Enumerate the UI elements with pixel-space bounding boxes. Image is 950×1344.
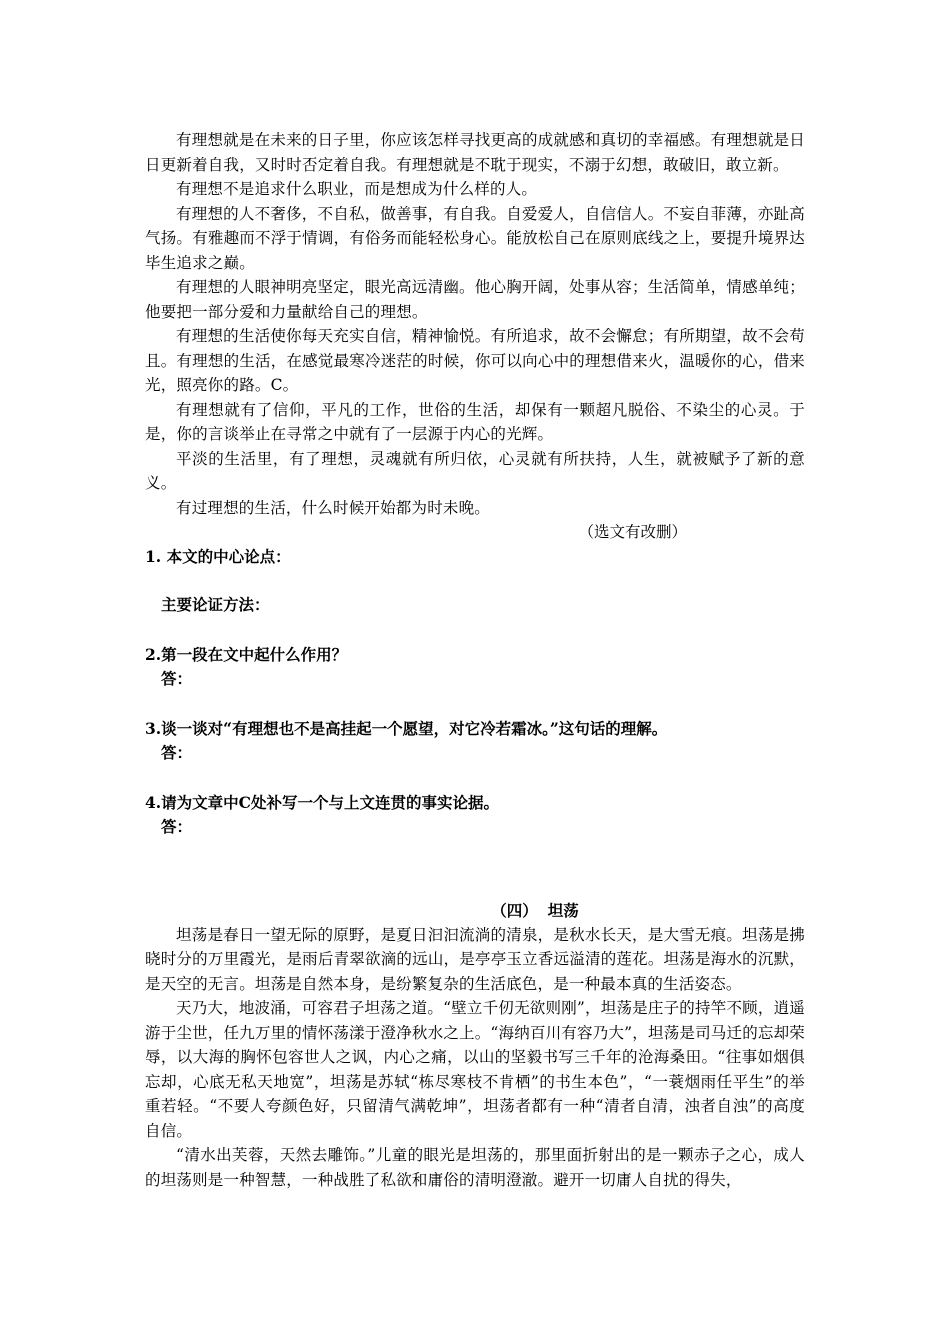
question-1: 1. 本文的中心论点：	[145, 546, 291, 566]
paragraph: 有理想的人眼神明亮坚定，眼光高远清幽。他心胸开阔，处事从容；生活简单，情感单纯；他要把一部分爱和力量献给自己的理想。	[145, 278, 805, 321]
paragraph: 平淡的生活里，有了理想，灵魂就有所归依，心灵就有所扶持，人生，就被赋予了新的意义。	[145, 449, 805, 492]
section-title: 坦荡	[547, 900, 579, 920]
answer-label: 答：	[161, 668, 193, 688]
paragraph: 天乃大，地波涌，可容君子坦荡之道。“壁立千仞无欲则刚”，坦荡是庄子的持竿不顾，逍遥游于尘世，任九万里的情怀荡漾于澄净秋水之上。“海纳百川有容乃大”，坦荡是司马迁的忘却荣辱，以大海的胸怀包容世人之讽，内心之痛，以山的坚毅书写三千年的沧海桑田。“往事如烟俱忘却，心底无私天地宽”，坦荡是苏轼“栋尽寒枝不肯栖”的书生本色”，“一蓑烟雨任平生”的举重若轻。“不要人夸颜色好，只留清气满乾坤”，坦荡者都有一种“清者自清，浊者自浊”的高度自信。	[145, 999, 805, 1140]
paragraph: 有理想就有了信仰，平凡的工作，世俗的生活，却保有一颗超凡脱俗、不染尘的心灵。于是，你的言谈举止在寻常之中就有了一层源于内心的光辉。	[145, 400, 805, 443]
section-number: （四）	[491, 900, 538, 920]
source-note: （选文有改删）	[578, 523, 687, 541]
document-page	[145, 128, 805, 1192]
essay-part2	[145, 899, 805, 1193]
questions-section	[145, 545, 805, 839]
paragraph: 有理想的人不奢侈，不自私，做善事，有自我。自爱爱人，自信信人。不妄自菲薄，亦趾高气扬。有雅趣而不浮于情调，有俗务而能轻松身心。能放松自己在原则底线之上，要提升境界达毕生追求之巅。	[145, 204, 805, 272]
question-4: 4.请为文章中C处补写一个与上文连贯的事实论据。	[145, 792, 500, 812]
question-2: 2.第一段在文中起什么作用？	[145, 644, 348, 664]
paragraph: 坦荡是春日一望无际的原野，是夏日汩汩流淌的清泉，是秋水长天，是大雪无痕。坦荡是拂晓时分的万里霞光，是雨后青翠欲滴的远山，是亭亭玉立香远溢清的莲花。坦荡是海水的沉默，是天空的无言。坦荡是自然本身，是纷繁复杂的生活底色，是一种最本真的生活姿态。	[145, 925, 805, 993]
question-3: 3.谈一谈对“有理想也不是高挂起一个愿望，对它冷若霜冰。”这句话的理解。	[145, 718, 668, 738]
section-heading	[145, 899, 805, 923]
paragraph: “清水出芙蓉，天然去雕饰。”儿童的眼光是坦荡的，那里面折射出的是一颗赤子之心，成人的坦荡则是一种智慧，一种战胜了私欲和庸俗的清明澄澈。避开一切庸人自扰的得失，	[145, 1146, 805, 1189]
answer-label: 答：	[161, 816, 193, 836]
essay-part1	[145, 128, 805, 545]
answer-label: 答：	[161, 742, 193, 762]
question-1-sub: 主要论证方法：	[161, 594, 270, 614]
paragraph: 有理想就是在未来的日子里，你应该怎样寻找更高的成就感和真切的幸福感。有理想就是日日更新着自我，又时时否定着自我。有理想就是不耽于现实，不溺于幻想，敢破旧，敢立新。	[145, 131, 805, 174]
paragraph: 有过理想的生活，什么时候开始都为时未晚。	[176, 498, 491, 517]
paragraph: 有理想的生活使你每天充实自信，精神愉悦。有所追求，故不会懈怠；有所期望，故不会苟且。有理想的生活，在感觉最寒冷迷茫的时候，你可以向心中的理想借来火，温暖你的心，借来光，照亮你的路。C。	[145, 327, 805, 394]
paragraph: 有理想不是追求什么职业，而是想成为什么样的人。	[176, 180, 538, 198]
